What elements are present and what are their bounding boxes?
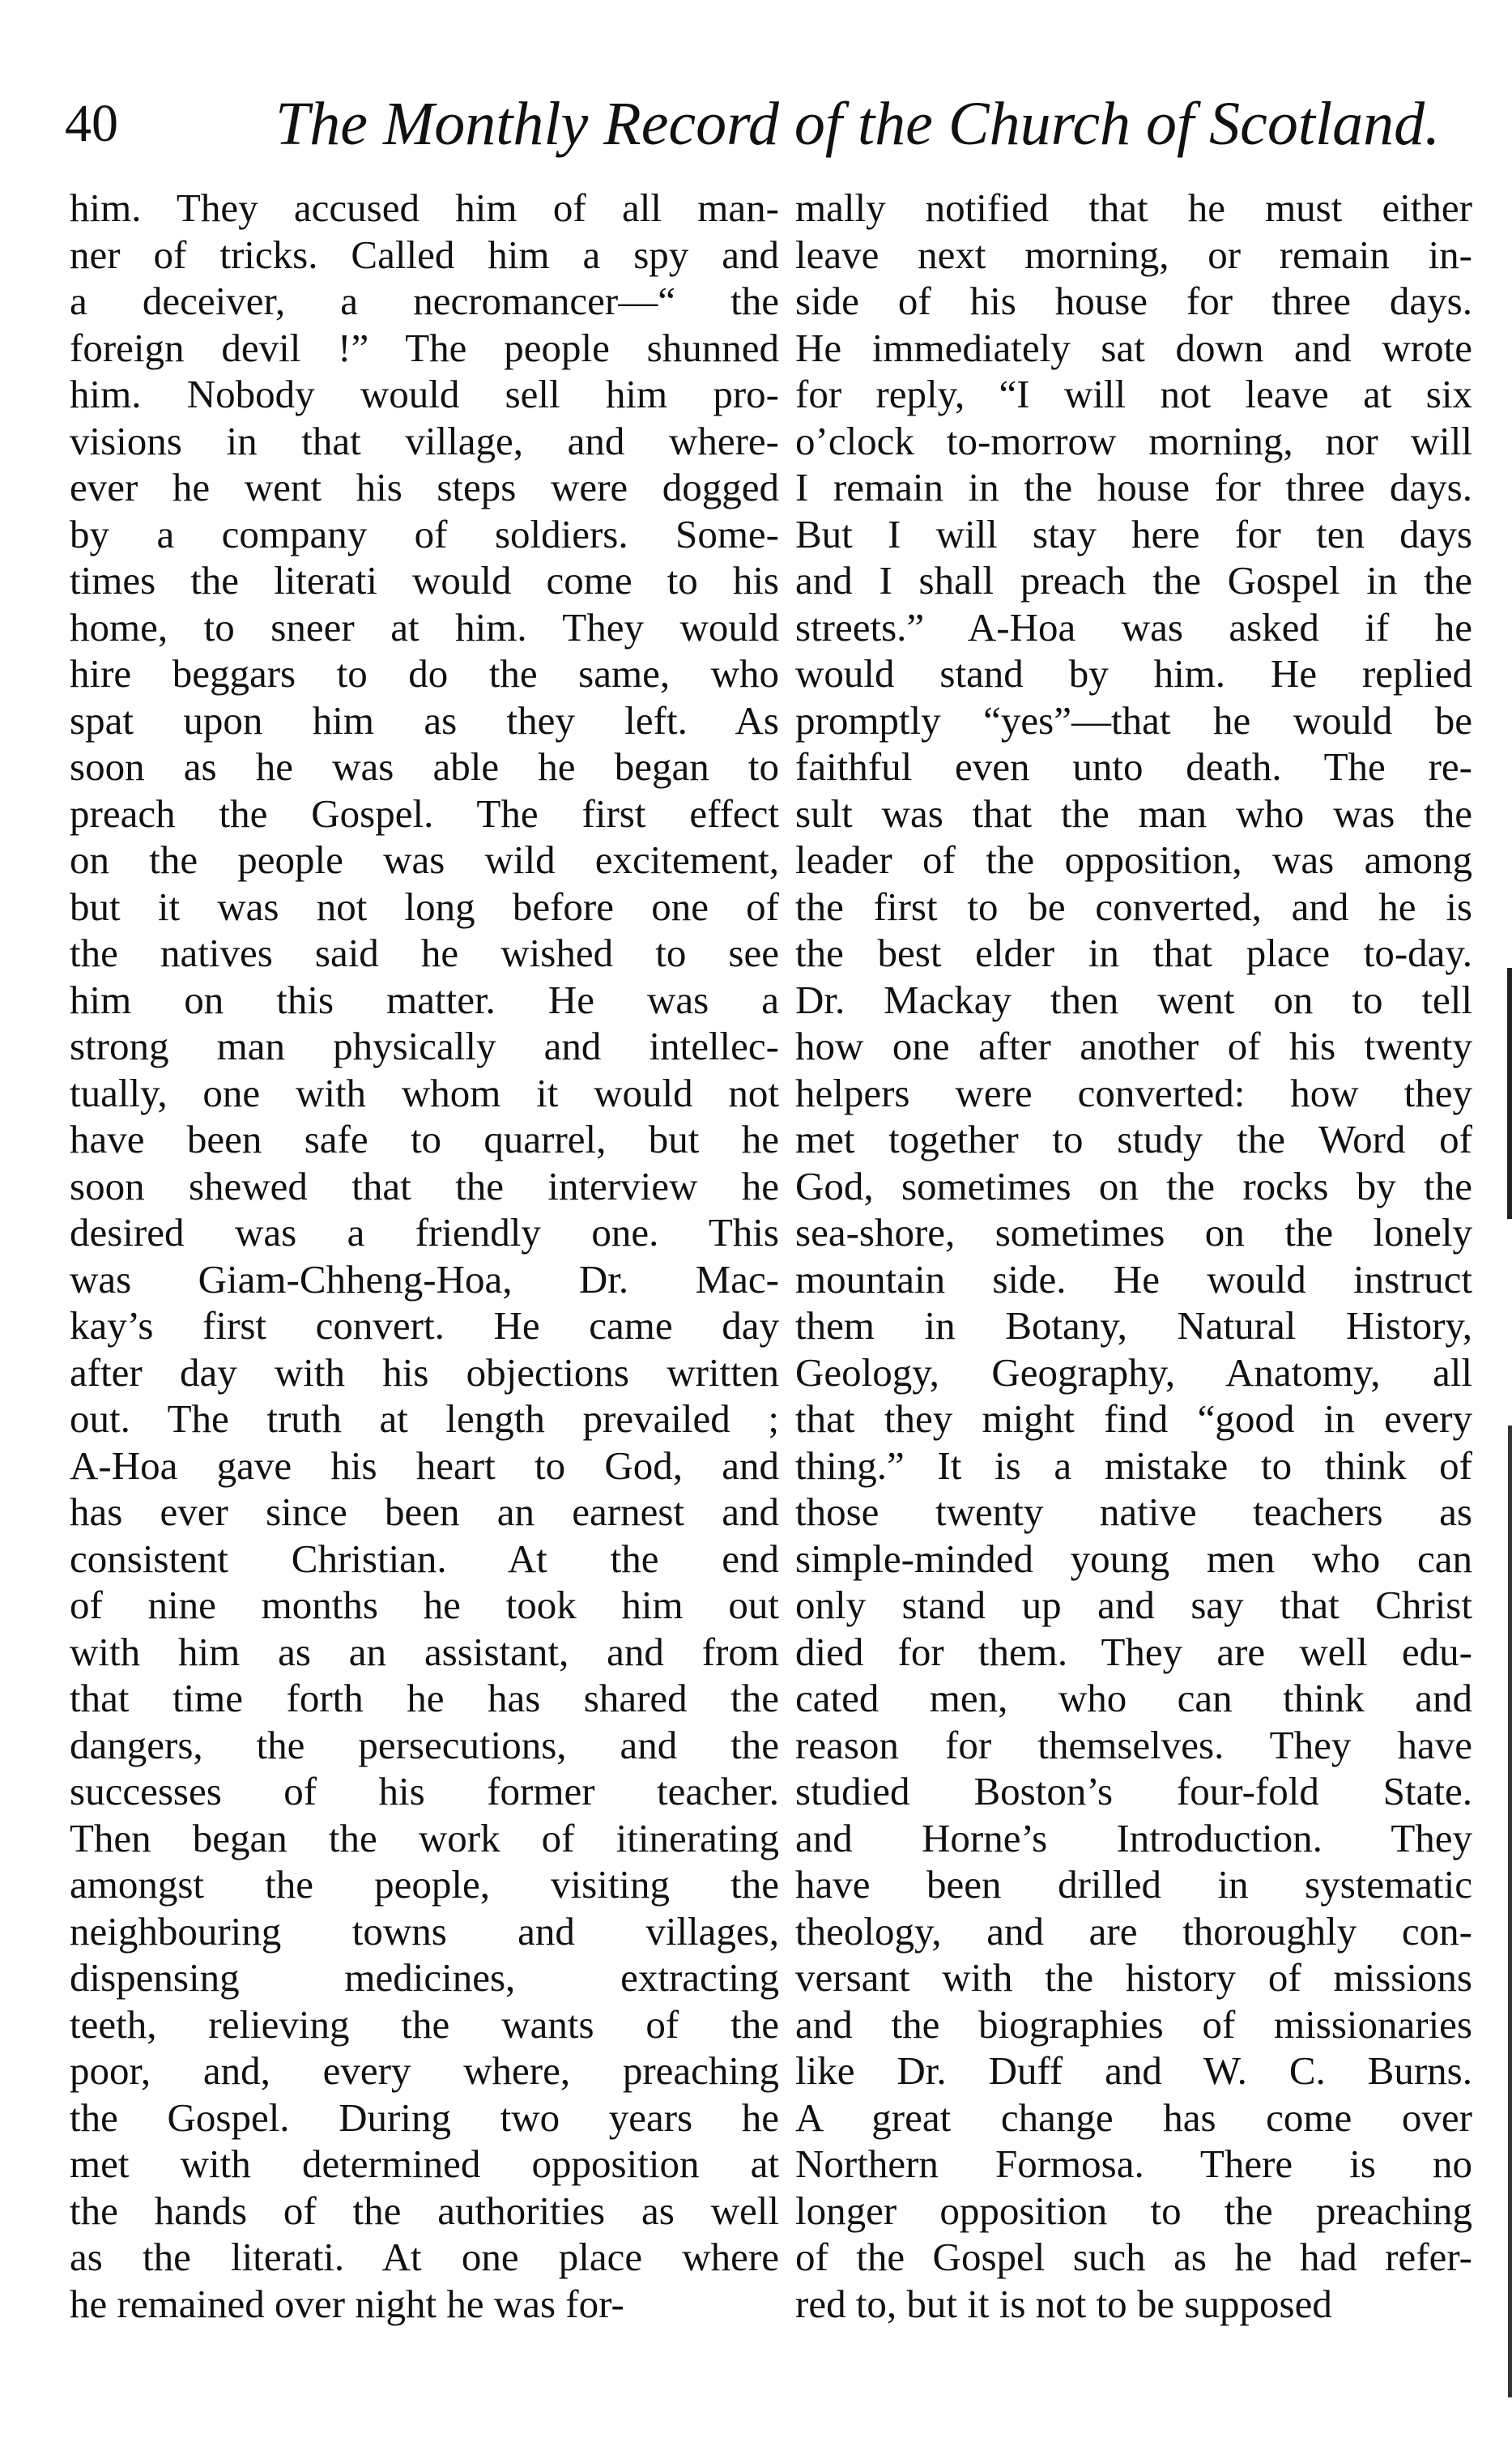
text-line: for reply, “I will not leave at six — [795, 372, 1472, 416]
text-line: cated men, who can think and — [795, 1676, 1472, 1720]
text-line: tually, one with whom it would not — [70, 1070, 779, 1115]
text-line: longer opposition to the preaching — [795, 2188, 1472, 2233]
text-line: him on this matter. He was a — [70, 977, 779, 1022]
text-line: times the literati would come to his — [70, 558, 779, 603]
text-line: like Dr. Duff and W. C. Burns. — [795, 2048, 1472, 2093]
text-line: mountain side. He would instruct — [795, 1256, 1472, 1302]
text-line: by a company of soldiers. Some- — [70, 511, 779, 556]
text-line: was Giam-Chheng-Hoa, Dr. Mac- — [70, 1256, 779, 1302]
text-line: simple-minded young men who can — [795, 1536, 1472, 1581]
page-edge-shadow — [1507, 968, 1512, 1219]
text-line: I remain in the house for three days. — [795, 465, 1472, 509]
text-line: the natives said he wished to see — [70, 931, 779, 975]
text-line: ever he went his steps were dogged — [70, 465, 779, 509]
text-line: he remained over night he was for- — [70, 2281, 624, 2326]
text-line: consistent Christian. At the end — [70, 1536, 779, 1581]
text-line: He immediately sat down and wrote — [795, 325, 1472, 370]
text-line: visions in that village, and where- — [70, 418, 779, 463]
running-title: The Monthly Record of the Church of Scotland. — [275, 90, 1441, 158]
text-line: soon shewed that the interview he — [70, 1163, 779, 1208]
text-line: spat upon him as they left. As — [70, 697, 779, 743]
text-line: after day with his objections written — [70, 1349, 779, 1395]
text-line: and I shall preach the Gospel in the — [795, 558, 1472, 603]
text-line: hire beggars to do the same, who — [70, 651, 779, 696]
text-line: reason for themselves. They have — [795, 1722, 1472, 1767]
text-line: dangers, the persecutions, and the — [70, 1722, 779, 1767]
text-line: him. Nobody would sell him pro- — [70, 372, 779, 416]
text-line: red to, but it is not to be supposed — [795, 2281, 1332, 2326]
text-line: A great change has come over — [795, 2094, 1472, 2140]
text-line: poor, and, every where, preaching — [70, 2048, 779, 2093]
text-line: streets.” A-Hoa was asked if he — [795, 604, 1472, 650]
text-line: dispensing medicines, extracting — [70, 1955, 779, 2000]
text-line: and the biographies of missionaries — [795, 2001, 1472, 2047]
text-line: foreign devil !” The people shunned — [70, 325, 779, 370]
right-text-column — [795, 185, 1472, 2327]
text-line: theology, and are thoroughly con- — [795, 1908, 1472, 1954]
text-line: strong man physically and intellec- — [70, 1024, 779, 1068]
text-line: the hands of the authorities as well — [70, 2188, 779, 2233]
text-line: faithful even unto death. The re- — [795, 744, 1472, 789]
text-line: But I will stay here for ten days — [795, 511, 1472, 556]
text-line: as the literati. At one place where — [70, 2235, 779, 2279]
text-line: only stand up and say that Christ — [795, 1583, 1472, 1627]
text-line: A-Hoa gave his heart to God, and — [70, 1442, 779, 1488]
text-line: sult was that the man who was the — [795, 790, 1472, 836]
text-line: met with determined opposition at — [70, 2141, 779, 2186]
text-line: a deceiver, a necromancer—“ the — [70, 279, 779, 323]
left-text-column — [70, 185, 779, 2327]
text-line: have been drilled in systematic — [795, 1862, 1472, 1907]
text-line: mally notified that he must either — [795, 185, 1472, 230]
text-line: them in Botany, Natural History, — [795, 1303, 1472, 1348]
text-line: leader of the opposition, was among — [795, 837, 1472, 882]
text-line: on the people was wild excitement, — [70, 837, 779, 882]
text-line: desired was a friendly one. This — [70, 1210, 779, 1255]
text-line: Geology, Geography, Anatomy, all — [795, 1349, 1472, 1395]
text-line: has ever since been an earnest and — [70, 1489, 779, 1534]
text-line: that time forth he has shared the — [70, 1676, 779, 1720]
text-line: studied Boston’s four-fold State. — [795, 1769, 1472, 1813]
text-line: thing.” It is a mistake to think of — [795, 1442, 1472, 1488]
text-line: Then began the work of itinerating — [70, 1815, 779, 1860]
text-line: would stand by him. He replied — [795, 651, 1472, 696]
text-line: the Gospel. During two years he — [70, 2094, 779, 2140]
text-line: out. The truth at length prevailed ; — [70, 1396, 779, 1441]
text-line: how one after another of his twenty — [795, 1024, 1472, 1068]
text-line: versant with the history of missions — [795, 1955, 1472, 2000]
text-line: of the Gospel such as he had refer- — [795, 2235, 1472, 2279]
text-line: sea-shore, sometimes on the lonely — [795, 1210, 1472, 1255]
text-line: neighbouring towns and villages, — [70, 1908, 779, 1954]
text-line: those twenty native teachers as — [795, 1489, 1472, 1534]
text-line: amongst the people, visiting the — [70, 1862, 779, 1907]
page-number: 40 — [65, 94, 118, 153]
text-line: successes of his former teacher. — [70, 1769, 779, 1813]
text-line: of nine months he took him out — [70, 1583, 779, 1627]
text-line: died for them. They are well edu- — [795, 1629, 1472, 1674]
text-line: side of his house for three days. — [795, 279, 1472, 323]
text-line: Northern Formosa. There is no — [795, 2141, 1472, 2186]
text-line: the best elder in that place to-day. — [795, 931, 1472, 975]
text-line: teeth, relieving the wants of the — [70, 2001, 779, 2047]
text-line: God, sometimes on the rocks by the — [795, 1163, 1472, 1208]
text-line: but it was not long before one of — [70, 884, 779, 929]
text-line: kay’s first convert. He came day — [70, 1303, 779, 1348]
text-line: the first to be converted, and he is — [795, 884, 1472, 929]
text-line: soon as he was able he began to — [70, 744, 779, 789]
text-line: and Horne’s Introduction. They — [795, 1815, 1472, 1860]
text-line: with him as an assistant, and from — [70, 1629, 779, 1674]
text-line: him. They accused him of all man- — [70, 185, 779, 230]
text-line: that they might find “good in every — [795, 1396, 1472, 1441]
text-line: ner of tricks. Called him a spy and — [70, 232, 779, 277]
text-line: Dr. Mackay then went on to tell — [795, 977, 1472, 1022]
text-line: met together to study the Word of — [795, 1117, 1472, 1161]
text-line: o’clock to-morrow morning, nor will — [795, 418, 1472, 463]
text-line: have been safe to quarrel, but he — [70, 1117, 779, 1161]
text-line: home, to sneer at him. They would — [70, 604, 779, 650]
page-header — [65, 87, 1441, 177]
text-line: preach the Gospel. The first effect — [70, 790, 779, 836]
text-line: promptly “yes”—that he would be — [795, 697, 1472, 743]
text-line: leave next morning, or remain in- — [795, 232, 1472, 277]
text-line: helpers were converted: how they — [795, 1070, 1472, 1115]
page-edge-shadow-lower — [1508, 1425, 1512, 2397]
